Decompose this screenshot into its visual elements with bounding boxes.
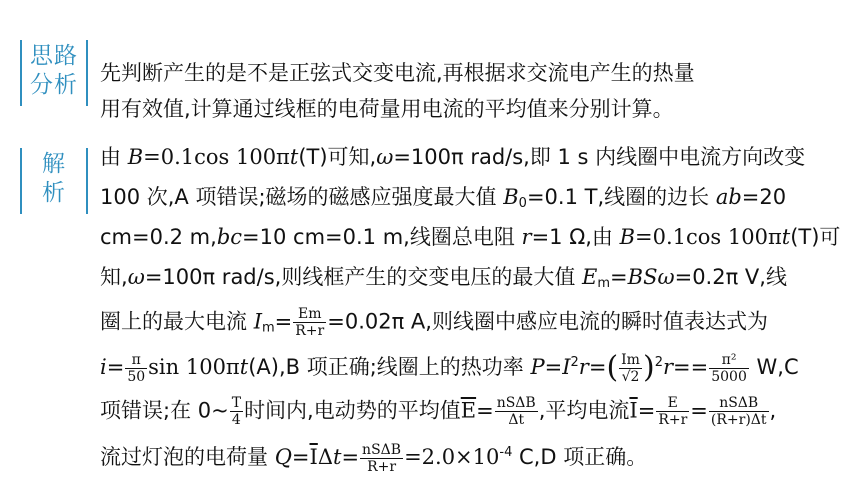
text: ,平均电流 (538, 398, 630, 423)
solution-line-4 (100, 264, 787, 297)
denominator: R+r (367, 458, 397, 475)
var-e-avg: $\overline{E}$ (460, 398, 477, 423)
text: 项错误;在 0~ (100, 398, 229, 423)
text: = (544, 355, 563, 379)
text: , (769, 398, 777, 423)
text: (A),B 项正确;线圈上的热功率 (248, 355, 531, 379)
text: = (274, 309, 293, 334)
silu-label-line2: 分析 (30, 72, 78, 98)
text: cm=0.2 m, (100, 225, 217, 249)
var-t: t (781, 225, 791, 249)
var-i-avg: $\overline{I}$ (629, 398, 638, 423)
solution-line-1 (100, 144, 805, 170)
silu-label (20, 40, 88, 106)
numerator: Em (293, 306, 326, 323)
text: =1 Ω,由 (531, 225, 620, 249)
formula: =2.0×10 (404, 445, 500, 469)
var-r: r (662, 355, 674, 379)
numerator: Im (621, 351, 640, 368)
formula: =0.1cos 100π (143, 145, 290, 169)
var-t: t (239, 355, 249, 379)
var-r: r (578, 355, 589, 379)
denominator: 5000 (711, 368, 747, 385)
text: C,D 项正确。 (512, 445, 648, 469)
text: = (341, 445, 360, 469)
numerator: nSΔB (709, 395, 769, 412)
text: =100π rad/s,则线框产生的交变电压的最大值 (144, 265, 583, 289)
fraction-nsdb-over-r (360, 442, 403, 475)
text: =10 cm=0.1 m,线圈总电阻 (242, 225, 522, 249)
text: 100 次,A 项错误;磁场的磁感应强度最大值 (100, 185, 504, 209)
var-i: i (100, 355, 107, 379)
numerator: E (656, 395, 689, 412)
fraction-nsdb-over-rdt (709, 395, 769, 428)
formula: =0.1cos 100π (635, 225, 782, 249)
fraction-im-over-root2 (619, 352, 642, 385)
numerator: nSΔB (362, 441, 402, 458)
var-b: B (619, 225, 636, 249)
denominator: R+r (295, 323, 325, 339)
text: == (673, 355, 709, 379)
text: = (291, 445, 310, 469)
var-omega: ω (376, 145, 394, 169)
var-i-avg: $\overline{I}$ (309, 445, 318, 469)
fraction-t-over-4 (230, 395, 243, 428)
text: 时间内,电动势的平均值 (244, 398, 461, 423)
text: =0.1 T,线圈的边长 (526, 185, 716, 209)
text: =20 (741, 185, 787, 209)
analysis-line-1: 先判断产生的是不是正弦式交变电流,再根据求交流电产生的热量 (100, 61, 695, 85)
sub-m: m (597, 276, 611, 291)
silu-label-line1: 思路 (30, 43, 78, 69)
numerator: nSΔB (496, 395, 536, 411)
var-t: t (332, 445, 342, 469)
denominator: √2 (621, 368, 640, 385)
denominator: Δt (508, 412, 525, 428)
denominator: 4 (231, 412, 241, 428)
left-paren: ( (606, 350, 619, 385)
numerator: π² (709, 352, 749, 369)
jiexi-label-line1: 解 (42, 151, 66, 177)
var-i: I (562, 355, 571, 379)
sup-exponent: -4 (499, 445, 513, 460)
jiexi-label-line2: 析 (42, 180, 66, 206)
analysis-line-2: 用有效值,计算通过线框的电荷量用电流的平均值来分别计算。 (100, 97, 674, 121)
solution-line-5 (100, 306, 768, 342)
var-b: B (127, 145, 144, 169)
var-em: E (582, 265, 598, 289)
text: 流过灯泡的电荷量 (100, 445, 275, 469)
text: = (690, 398, 708, 423)
text: =0.02π A,则线圈中感应电流的瞬时值表达式为 (327, 309, 768, 334)
text: = (106, 355, 125, 379)
denominator: (R+r)Δt (710, 412, 767, 428)
var-p: P (530, 355, 545, 379)
delta-symbol: Δ (317, 445, 333, 469)
var-omega: ω (127, 265, 145, 289)
sup-2: 2 (654, 355, 663, 370)
fraction-pi2-over-5000 (709, 352, 749, 385)
text: = (610, 265, 628, 289)
solution-line-7 (100, 395, 776, 428)
text: = (476, 398, 494, 423)
var-bsomega: BSω (627, 265, 675, 289)
var-bc: bc (216, 225, 243, 249)
jiexi-label (20, 148, 88, 214)
var-q: Q (274, 445, 292, 469)
text: 由 (100, 145, 128, 169)
fraction-nsdb-over-dt (495, 395, 538, 428)
text: =0.2π V,线 (674, 265, 787, 289)
numerator: π (125, 352, 147, 369)
text: (T)可知, (298, 145, 377, 169)
sup-2: 2 (570, 355, 579, 370)
fraction-em-over-r (293, 306, 326, 339)
text: = (588, 355, 607, 379)
var-im: I (253, 309, 262, 334)
solution-line-2 (100, 184, 786, 217)
sub-m: m (261, 320, 275, 336)
text: 圈上的最大电流 (100, 309, 254, 334)
denominator: R+r (658, 412, 688, 428)
fraction-pi-over-50 (125, 352, 147, 385)
formula: sin 100π (148, 355, 240, 379)
text: = (637, 398, 656, 423)
text: =100π rad/s,即 1 s 内线圈中电流方向改变 (393, 145, 806, 169)
text: (T)可 (790, 225, 841, 249)
fraction-e-over-r (656, 395, 689, 428)
right-paren: ) (642, 350, 655, 385)
solution-line-8 (100, 440, 647, 475)
sub-0: 0 (518, 196, 527, 211)
var-ab: ab (715, 185, 742, 209)
solution-line-3 (100, 224, 840, 250)
text: W,C (749, 355, 799, 379)
numerator: T (231, 395, 242, 411)
denominator: 50 (127, 368, 146, 385)
solution-line-6 (100, 350, 799, 385)
text: 知, (100, 265, 128, 289)
var-r: r (521, 225, 532, 249)
var-t: t (289, 145, 299, 169)
var-b0: B (503, 185, 519, 209)
